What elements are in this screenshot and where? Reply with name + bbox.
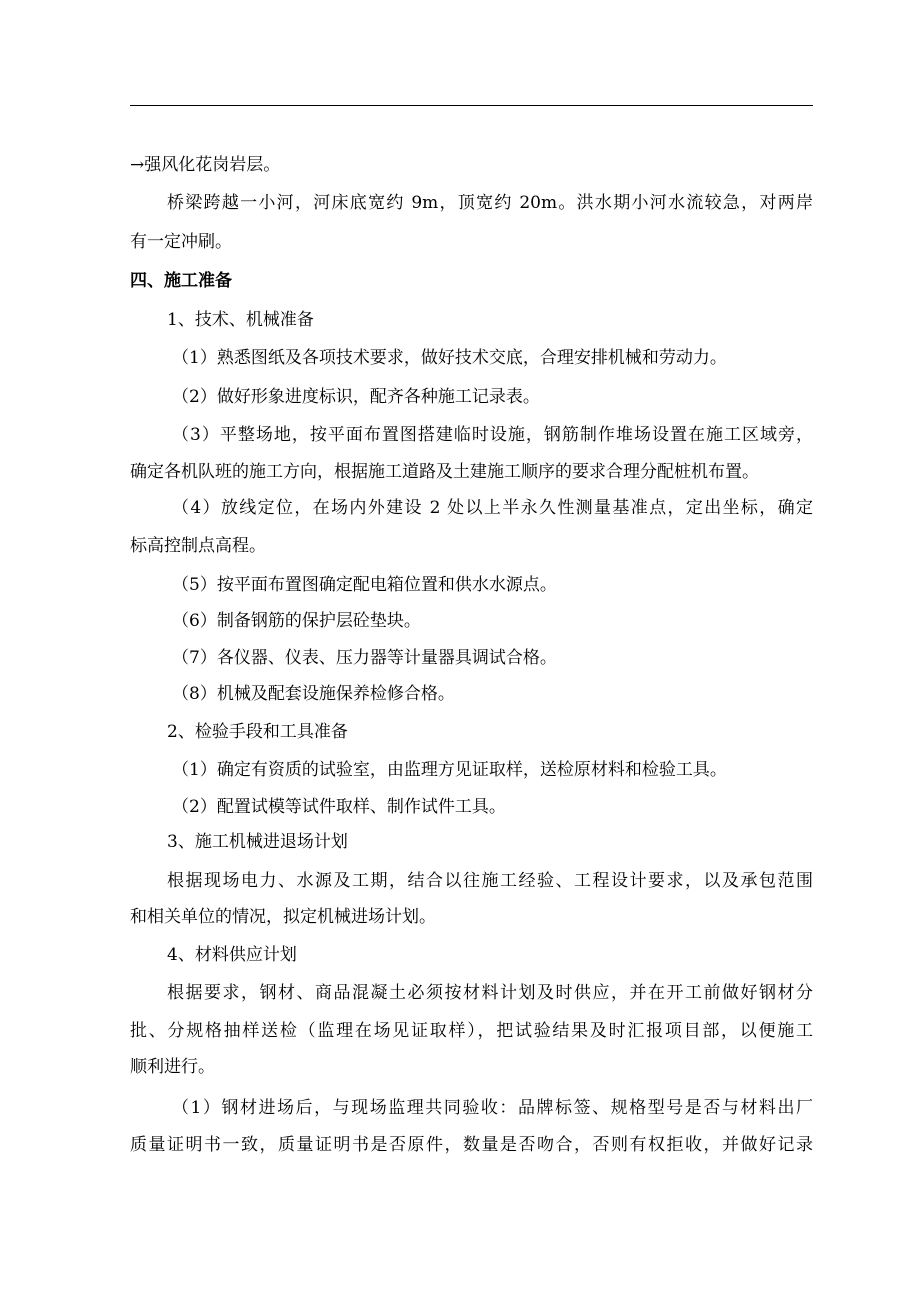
list-item: （1）钢材进场后，与现场监理共同验收：品牌标签、规格型号是否与材料出厂 <box>172 1098 813 1118</box>
list-item: （8）机械及配套设施保养检修合格。 <box>172 684 455 704</box>
text-line: 有一定冲刷。 <box>130 232 232 252</box>
list-item: （5）按平面布置图确定配电箱位置和供水水源点。 <box>172 575 557 595</box>
text-line: 根据要求，钢材、商品混凝土必须按材料计划及时供应，并在开工前做好钢材分 <box>167 983 813 1003</box>
list-item: （1）熟悉图纸及各项技术要求，做好技术交底，合理安排机械和劳动力。 <box>172 348 727 368</box>
text-line: 根据现场电力、水源及工期，结合以往施工经验、工程设计要求，以及承包范围 <box>167 871 813 891</box>
header-rule <box>130 105 813 106</box>
text-line: 批、分规格抽样送检（监理在场见证取样），把试验结果及时汇报项目部，以便施工 <box>130 1021 813 1041</box>
subsection-heading: 4、材料供应计划 <box>167 945 297 965</box>
text-line: →强风化花岗岩层。 <box>130 155 281 175</box>
list-item: （2）配置试模等试件取样、制作试件工具。 <box>172 797 506 817</box>
text-line: 桥梁跨越一小河，河床底宽约 9m，顶宽约 20m。洪水期小河水流较急，对两岸 <box>167 193 813 213</box>
subsection-heading: 2、检验手段和工具准备 <box>167 722 348 742</box>
list-item: （1）确定有资质的试验室，由监理方见证取样，送检原材料和检验工具。 <box>172 760 727 780</box>
text-line: 标高控制点高程。 <box>130 536 266 556</box>
subsection-heading: 1、技术、机械准备 <box>167 310 314 330</box>
list-item: （4）放线定位，在场内外建设 2 处以上半永久性测量基准点，定出坐标，确定 <box>172 498 813 518</box>
text-line: 质量证明书一致，质量证明书是否原件，数量是否吻合，否则有权拒收，并做好记录 <box>130 1135 813 1155</box>
list-item: （6）制备钢筋的保护层砼垫块。 <box>172 611 421 631</box>
text-line: 顺利进行。 <box>130 1057 215 1077</box>
subsection-heading: 3、施工机械进退场计划 <box>167 832 348 852</box>
section-heading: 四、施工准备 <box>130 271 232 291</box>
list-item: （7）各仪器、仪表、压力器等计量器具调试合格。 <box>172 648 557 668</box>
list-item: （2）做好形象进度标识，配齐各种施工记录表。 <box>172 387 540 407</box>
list-item: （3）平整场地，按平面布置图搭建临时设施，钢筋制作堆场设置在施工区域旁， <box>172 425 813 445</box>
text-line: 确定各机队班的施工方向，根据施工道路及土建施工顺序的要求合理分配桩机布置。 <box>130 462 759 482</box>
text-line: 和相关单位的情况，拟定机械进场计划。 <box>130 907 436 927</box>
